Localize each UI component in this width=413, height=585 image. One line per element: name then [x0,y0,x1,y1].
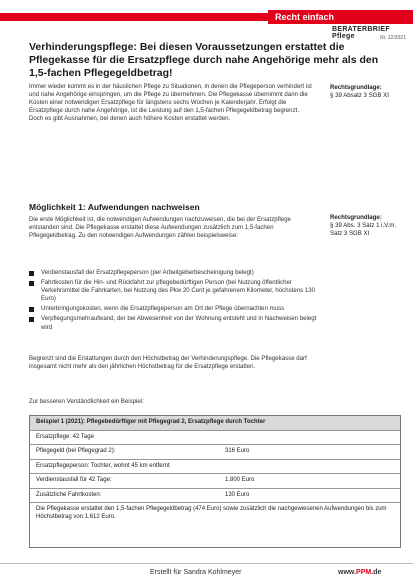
row-label: Zusätzliche Fahrtkosten: [36,491,102,498]
brief-title: BERATERBRIEF Pflege [332,26,390,40]
row-label: Ersatzpflegeperson: Tochter, wohnt 45 km entfernt [36,462,170,469]
side-note-text: § 39 Abs. 3 Satz 1 i.V.m. Satz 3 SGB XI [330,222,397,237]
table-row [30,489,400,504]
list-item: Verdienstausfall der Ersatzpflegeperson (per Arbeitgeberbescheinigung belegt) [29,269,319,277]
brief-subtitle: Nr. 12/2021 [380,35,406,41]
side-note-head: Rechtsgrundlage: [330,214,382,221]
example-head: Beispiel 1 (2021): Pflegebedürftiger mit Pflegegrad 2, Ersatzpflege durch Tochter [30,416,400,431]
row-label: Pflegegeld (bei Pflegegrad 2): [36,448,116,454]
example-box [29,415,401,548]
section-title: Möglichkeit 1: Aufwendungen nachweisen [29,202,200,212]
row-label: Ersatzpflege: 42 Tage [36,433,94,440]
header-band-label: Recht einfach [275,12,335,22]
table-row [30,460,400,475]
footer-rule [0,563,413,564]
section-paragraph: Die erste Möglichkeit ist, die notwendigen Aufwendungen nachzuweisen, die bei der Ersatzpflege entstanden sind. Die Pflegekasse erstattet diese Aufwendungen zusätzlich zum 1,5-fachen Pflegegeldbetrag. Zu den notwendigen Aufwendungen zählen beispielsweise: [29,216,291,240]
list-item: Unterbringungskosten, wenn die Ersatzpflegeperson am Ort der Pflege übernachten muss [29,305,319,313]
table-row [30,474,400,489]
list-item: Fahrtkosten für die Hin- und Rückfahrt zur pflegebedürftigen Person (bei Nutzung öffentlicher Verkehrsmittel die Fahrkarten, bei Nutzung des Pkw 20 Cent je gefahrenem Kilometer, höchstens 130 Euro) [29,279,319,303]
url-main: PPM [356,569,372,576]
side-note-head: Rechtsgrundlage: [330,84,382,91]
footer-author: Erstellt für Sandra Kohlmeyer [150,569,242,576]
table-row [30,431,400,446]
side-note-1 [330,84,400,100]
example-footnote: Die Pflegekasse erstattet den 1,5-fachen Pflegegeldbetrag (474 Euro) sowie zusätzlich die nachgewiesenen Aufwendungen bis zum Höchstbetrag von 1.612 Euro. [36,506,387,520]
bullet-list [29,269,319,334]
side-note-text: § 39 Absatz 3 SGB XI [330,92,389,99]
row-value: 1.800 Euro [225,477,255,483]
footer-url[interactable] [338,569,381,576]
example-intro: Zur besseren Verständlichkeit ein Beispiel: [29,398,144,405]
row-label: Verdienstausfall für 42 Tage: [36,477,112,483]
page-title: Verhinderungspflege: Bei diesen Voraussetzungen erstattet die Pflegekasse für die Ersatzpflege durch nahe Angehörige mehr als den 1,5-fachen Pflegegeldbetrag! [29,41,379,79]
row-value: 316 Euro [225,448,250,454]
table-row [30,445,400,460]
intro-paragraph: Immer wieder kommt es in der häuslichen Pflege zu Situationen, in denen die Pflegeperson verhindert ist und nahe Angehörige einspringen, um die Pflege zu übernehmen. Die Pflegekasse übernimmt dann die Kosten einer notwendigen Ersatzpflege für längstens sechs Wochen je Kalenderjahr. Erfolgt die Ersatzpflege durch nahe Angehörige, ist die Leistung auf den 1,5-fachen Pflegegeldbetrag begrenzt. Doch es gibt Ausnahmen, bei denen auch höhere Kosten erstattet werden. [29,83,312,123]
row-value: 130 Euro [225,491,250,498]
list-item: Verpflegungsmehraufwand, der bei Abwesenheit von der Wohnung entsteht und in Nachweisen belegt wird [29,315,319,331]
url-suffix: .de [371,569,382,576]
url-prefix: www. [338,569,357,576]
header-band [268,10,413,24]
side-note-2 [330,214,400,238]
after-paragraph: Begrenzt sind die Erstattungen durch den Höchstbetrag der Verhinderungspflege. Die Pflegekasse darf insgesamt nicht mehr als den jährlichen Höchstbetrag für die Ersatzpflege erstatten. [29,355,307,371]
